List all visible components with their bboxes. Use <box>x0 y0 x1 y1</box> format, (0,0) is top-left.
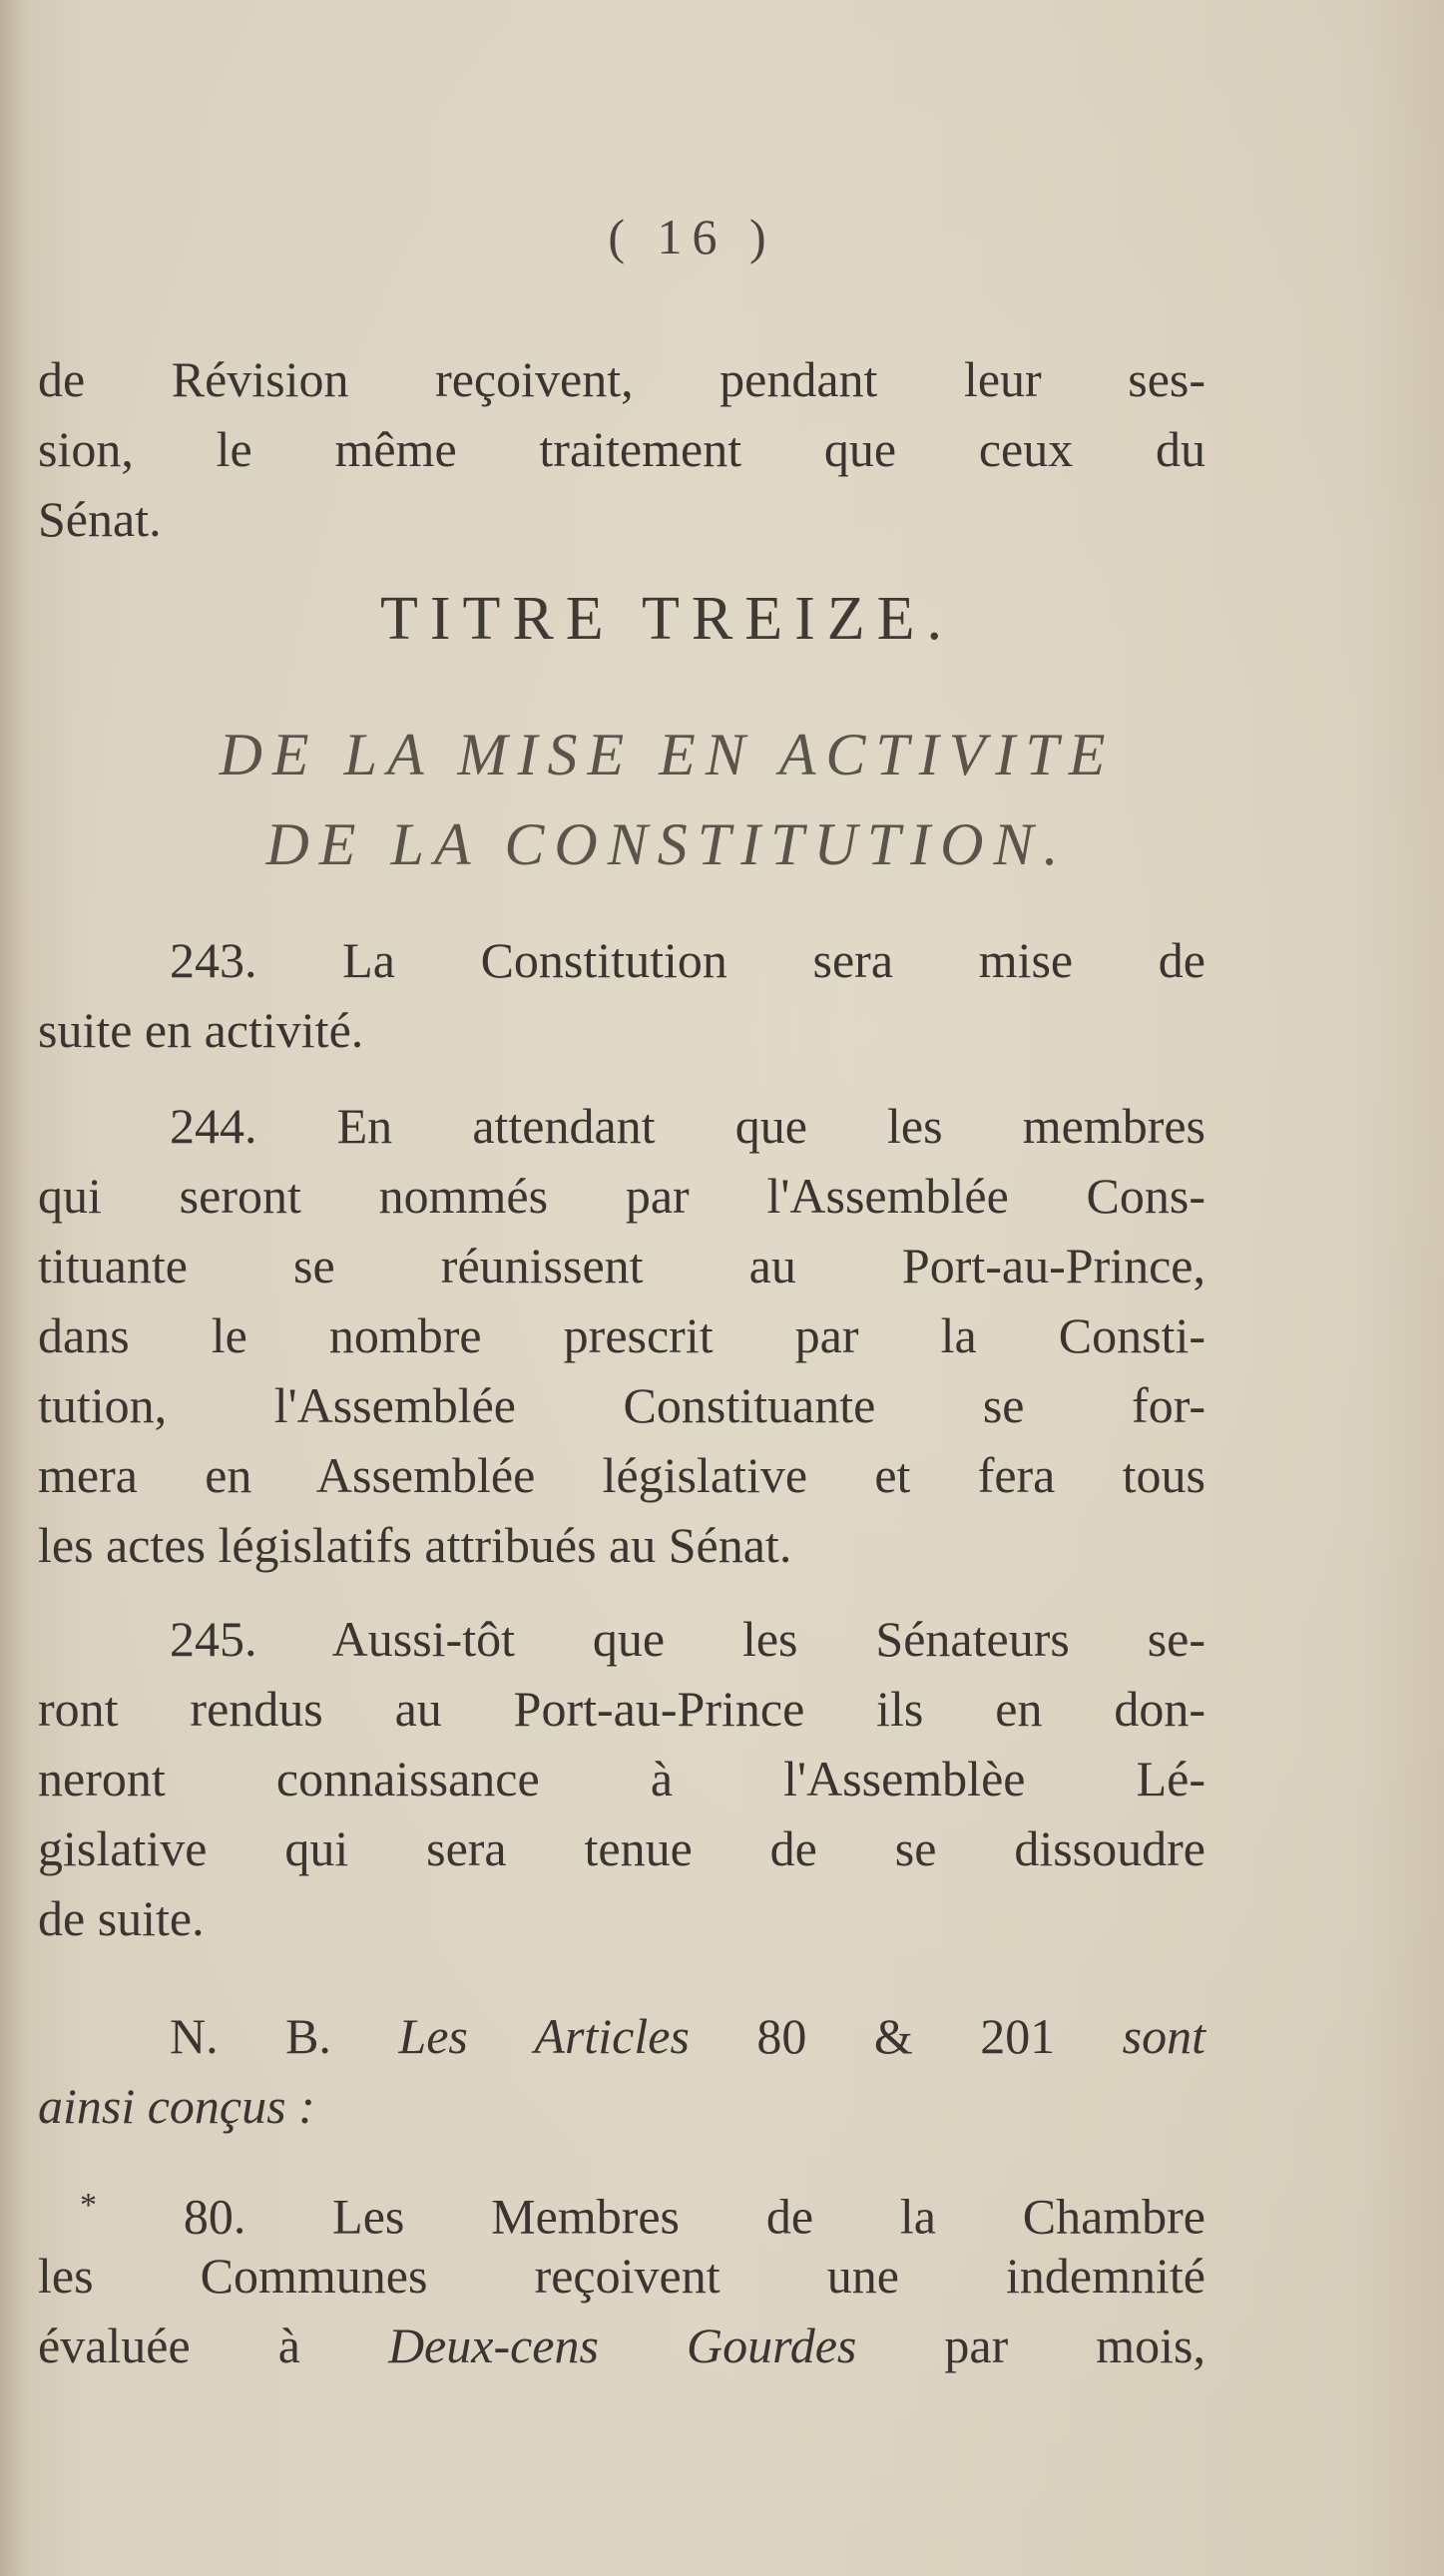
article-80-line-3 <box>38 2316 1205 2375</box>
text-line: Sénat. <box>38 491 162 547</box>
article-245-line: 245. Aussi-tôt que les Sénateurs se- <box>170 1611 1205 1667</box>
article-80-text-b: par mois, <box>944 2318 1206 2373</box>
text-line: de Révision reçoivent, pendant leur ses- <box>38 351 1205 407</box>
note-prefix: N. B. <box>170 2008 331 2064</box>
note-line-1 <box>170 2006 1205 2066</box>
article-244-line: les actes législatifs attribués au Sénat. <box>38 1517 792 1573</box>
article-80-amount: Deux-cens Gourdes <box>387 2318 857 2373</box>
article-243-line: suite en activité. <box>38 1002 364 1058</box>
article-245-line: neront connaissance à l'Assemblèe Lé- <box>38 1751 1205 1806</box>
page-number: ( 16 ) <box>608 209 776 264</box>
article-80-line-2: les Communes reçoivent une indemnité <box>38 2248 1205 2304</box>
note-article-numbers: 80 & 201 <box>756 2008 1056 2064</box>
article-245-line: de suite. <box>38 1890 205 1946</box>
article-244-line: dans le nombre prescrit par la Consti- <box>38 1307 1205 1363</box>
article-244-line: tituante se réunissent au Port-au-Prince, <box>38 1238 1205 1293</box>
article-80-text-a: évaluée à <box>38 2318 300 2373</box>
article-244-line: tution, l'Assemblée Constituante se for- <box>38 1377 1205 1433</box>
note-italic-articles: Les Articles <box>398 2008 690 2064</box>
article-243-line: 243. La Constitution sera mise de <box>170 932 1205 988</box>
section-subtitle-line-2: DE LA CONSTITUTION. <box>265 811 1069 877</box>
footnote-star: * <box>80 2187 97 2224</box>
article-80-text: 80. Les Membres de la Chambre <box>183 2188 1206 2245</box>
section-title: TITRE TREIZE. <box>380 585 954 653</box>
article-245-line: ront rendus au Port-au-Prince ils en don- <box>38 1681 1205 1737</box>
article-80-line-1 <box>80 2176 1205 2247</box>
article-245-line: gislative qui sera tenue de se dissoudre <box>38 1820 1205 1876</box>
article-244-line: qui seront nommés par l'Assemblée Cons- <box>38 1168 1205 1224</box>
text-line: sion, le même traitement que ceux du <box>38 421 1205 477</box>
note-line-2: ainsi conçus : <box>38 2078 315 2134</box>
section-subtitle-line-1: DE LA MISE EN ACTIVITE <box>219 722 1116 787</box>
article-244-line: 244. En attendant que les membres <box>170 1098 1205 1154</box>
article-244-line: mera en Assemblée législative et fera tous <box>38 1447 1205 1503</box>
page-edge-shadow <box>0 0 26 2576</box>
note-italic-sont: sont <box>1122 2008 1206 2064</box>
